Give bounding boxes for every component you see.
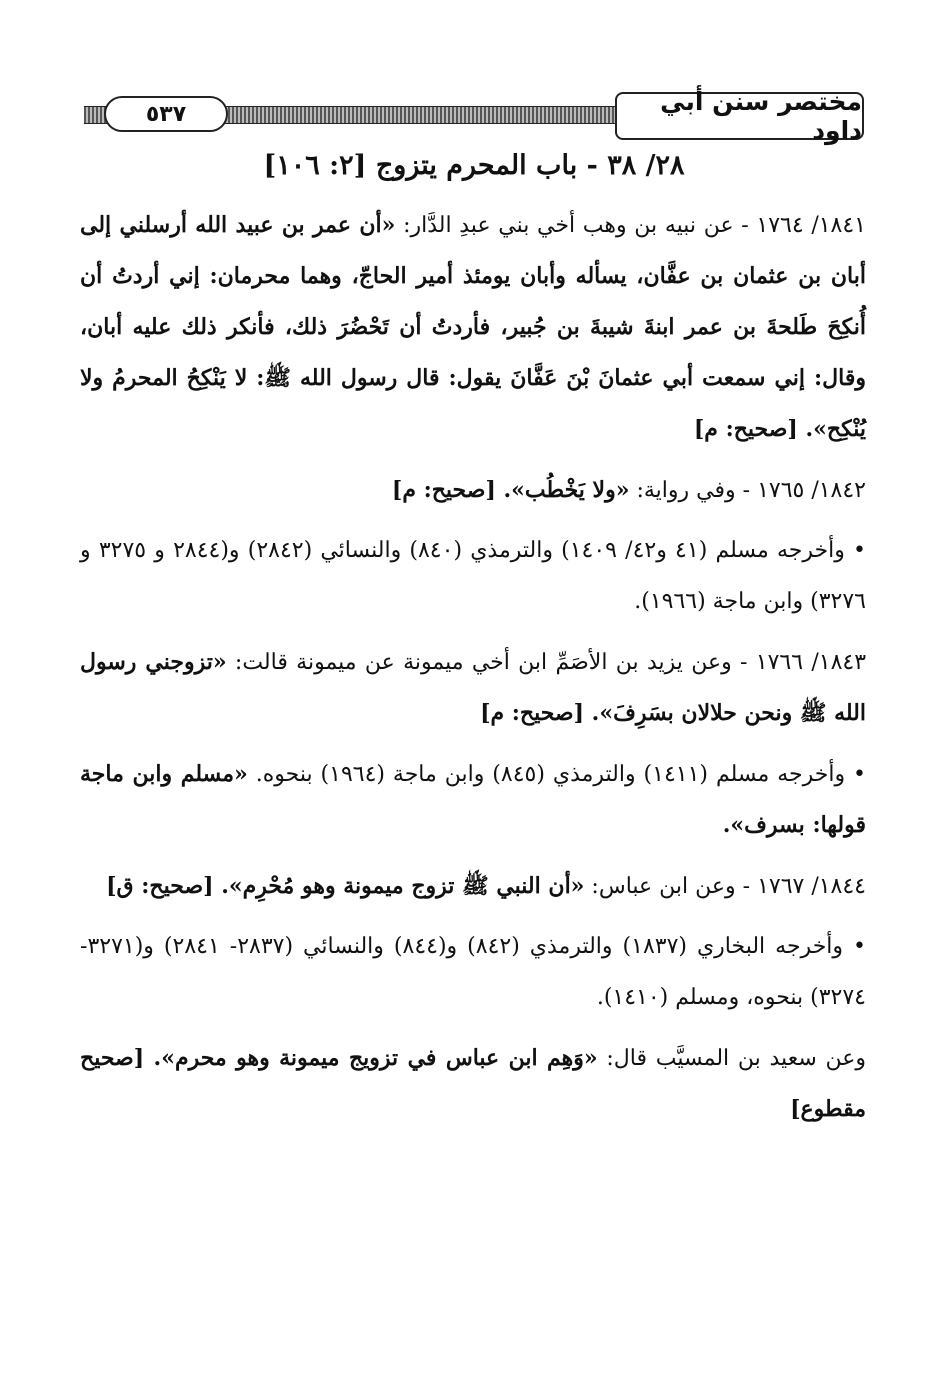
hadith-paragraph — [80, 861, 866, 912]
book-title: مختصر سنن أبي داود — [615, 92, 864, 140]
page-number: ٥٣٧ — [104, 96, 228, 132]
hadith-paragraph — [80, 1033, 866, 1135]
page-body — [80, 200, 866, 1145]
paragraph-lead: ١٨٤١/ ١٧٦٤ - عن نبيه بن وهب أخي بني عبدِ الدَّار: — [395, 213, 866, 238]
paragraph-text: «ولا يَخْطُب». [صحيح: م] — [391, 477, 630, 503]
takhrij-note — [80, 526, 866, 627]
paragraph-text: «تزوجني رسول الله ﷺ ونحن حلالان بسَرِفَ». [صحيح: م] — [80, 649, 866, 726]
paragraph-text: «مسلم وابن ماجة قولها: بسرف». — [80, 761, 866, 838]
paragraph-lead: وعن سعيد بن المسيَّب قال: — [597, 1046, 866, 1071]
takhrij-note — [80, 749, 866, 851]
hadith-paragraph — [80, 637, 866, 739]
paragraph-lead: ١٨٤٤/ ١٧٦٧ - وعن ابن عباس: — [584, 874, 866, 899]
hadith-paragraph — [80, 465, 866, 516]
paragraph-lead: • وأخرجه مسلم (١٤١١) والترمذي (٨٤٥) وابن ماجة (١٩٦٤) بنحوه. — [247, 762, 867, 787]
takhrij-note — [80, 922, 866, 1023]
paragraph-lead: • وأخرجه البخاري (١٨٣٧) والترمذي (٨٤٢) و(٨٤٤) والنسائي (٢٨٣٧- ٢٨٤١) و(٣٢٧١- ٣٢٧٤) بنحوه، ومسلم (١٤١٠). — [80, 934, 866, 1010]
paragraph-text: «أن عمر بن عبيد الله أرسلني إلى أبان بن عثمان بن عفَّان، يسأله وأبان يومئذ أمير الحاجّ، وهما محرمان: إني أردتُ أن أُنكِحَ طَلحةَ بن عمر ابنةَ شيبةَ بن جُبير، فأردتُ أن تَحْضُرَ ذلك، فأنكر ذلك عليه أبان، وقال: إني سمعت أبي عثمانَ بْنَ عَفَّانَ يقول: قال رسول الله ﷺ: لا يَنْكِحُ المحرمُ ولا يُنْكِح». [صحيح: م] — [80, 212, 866, 442]
section-title: ٢٨/ ٣٨ - باب المحرم يتزوج [٢: ١٠٦] — [263, 150, 685, 181]
paragraph-text: «وَهِم ابن عباس في تزويج ميمونة وهو محرم». [صحيح مقطوع] — [80, 1045, 866, 1122]
paragraph-lead: ١٨٤٣/ ١٧٦٦ - وعن يزيد بن الأصَمِّ ابن أخي ميمونة عن ميمونة قالت: — [226, 650, 867, 675]
paragraph-text: «أن النبي ﷺ تزوج ميمونة وهو مُحْرِم». [صحيح: ق] — [106, 873, 585, 899]
paragraph-lead: ١٨٤٢/ ١٧٦٥ - وفي رواية: — [629, 478, 866, 503]
hadith-paragraph — [80, 200, 866, 455]
page-header — [84, 87, 864, 145]
paragraph-lead: • وأخرجه مسلم (٤١ و٤٢/ ١٤٠٩) والترمذي (٨٤٠) والنسائي (٢٨٤٢) و(٢٨٤٤ و ٣٢٧٥ و ٣٢٧٦) وابن ماجة (١٩٦٦). — [80, 538, 866, 614]
